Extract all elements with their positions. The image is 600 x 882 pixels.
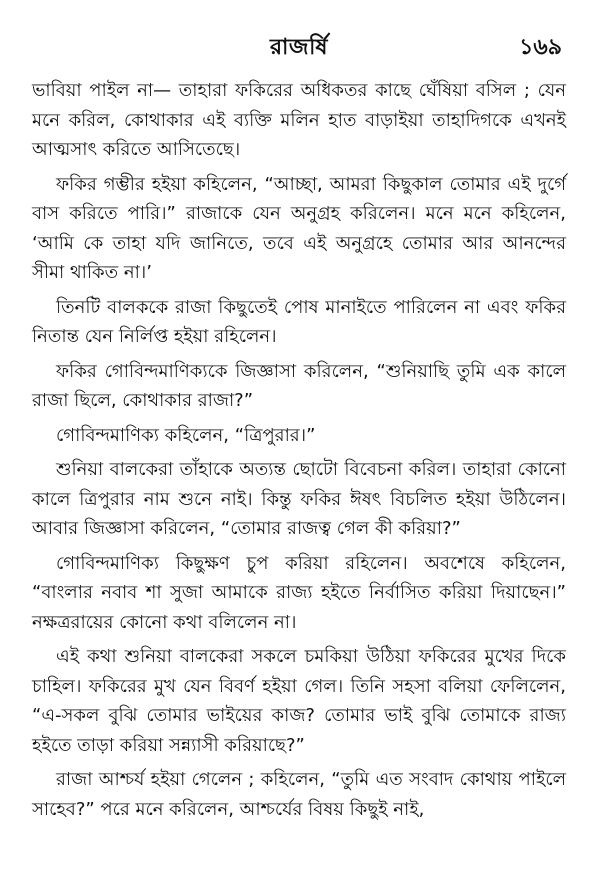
running-title: রাজর্ষি (269, 35, 329, 60)
paragraph: তিনটি বালককে রাজা কিছুতেই পোষ মানাইতে পারিলেন না এবং ফকির নিতান্ত যেন নির্লিপ্ত হইয়া রহিলেন। (32, 296, 566, 347)
paragraph: রাজা আশ্চর্য হইয়া গেলেন ; কহিলেন, “তুমি এত সংবাদ কোথায় পাইলে সাহেব?” পরে মনে করিলেন, আশ্চর্যের বিষয় কিছুই নাই, (32, 769, 566, 820)
paragraph: ভাবিয়া পাইল না— তাহারা ফকিরের অধিকতর কাছে ঘেঁষিয়া বসিল ; যেন মনে করিল, কোথাকার এই ব্যক্তি মলিন হাত বাড়াইয়া তাহাদিগকে এখনই আত্মসাৎ করিতে আসিতেছে। (32, 80, 566, 160)
paragraph: ফকির গোবিন্দমাণিক্যকে জিজ্ঞাসা করিলেন, “শুনিয়াছি তুমি এক কালে রাজা ছিলে, কোথাকার রাজা?” (32, 360, 566, 411)
paragraph: গোবিন্দমাণিক্য কহিলেন, “ত্রিপুরার।” (56, 424, 316, 446)
page-number: ১৬৯ (519, 35, 562, 60)
paragraph: এই কথা শুনিয়া বালকেরা সকলে চমকিয়া উঠিয়া ফকিরের মুখের দিকে চাহিল। ফকিরের মুখ যেন বিবর্ণ হইয়া গেল। তিনি সহসা বলিয়া ফেলিলেন, “এ-সকল বুঝি তোমার ভাইয়ের কাজ? তোমার ভাই বুঝি তোমাকে রাজ্য হইতে তাড়া করিয়া সন্ন্যাসী করিয়াছে?” (32, 646, 566, 756)
paragraph: ফকির গম্ভীর হইয়া কহিলেন, “আচ্ছা, আমরা কিছুকাল তোমার এই দুর্গে বাস করিতে পারি।” রাজাকে যেন অনুগ্রহ করিলেন। মনে মনে কহিলেন, ‘আমি কে তাহা যদি জানিতে, তবে এই অনুগ্রহে তোমার আর আনন্দের সীমা থাকিত না।’ (32, 173, 566, 283)
body-text (32, 76, 566, 824)
paragraph: গোবিন্দমাণিক্য কিছুক্ষণ চুপ করিয়া রহিলেন। অবশেষে কহিলেন, “বাংলার নবাব শা সুজা আমাকে রাজ্য হইতে নির্বাসিত করিয়া দিয়াছেন।” নক্ষত্ররায়ের কোনো কথা বলিলেন না। (32, 552, 566, 633)
paragraph: শুনিয়া বালকেরা তাঁহাকে অত্যন্ত ছোটো বিবেচনা করিল। তাহারা কোনো কালে ত্রিপুরার নাম শুনে নাই। কিন্তু ফকির ঈষৎ বিচলিত হইয়া উঠিলেন। আবার জিজ্ঞাসা করিলেন, “তোমার রাজত্ব গেল কী করিয়া?” (32, 459, 566, 539)
page-header (32, 26, 566, 70)
